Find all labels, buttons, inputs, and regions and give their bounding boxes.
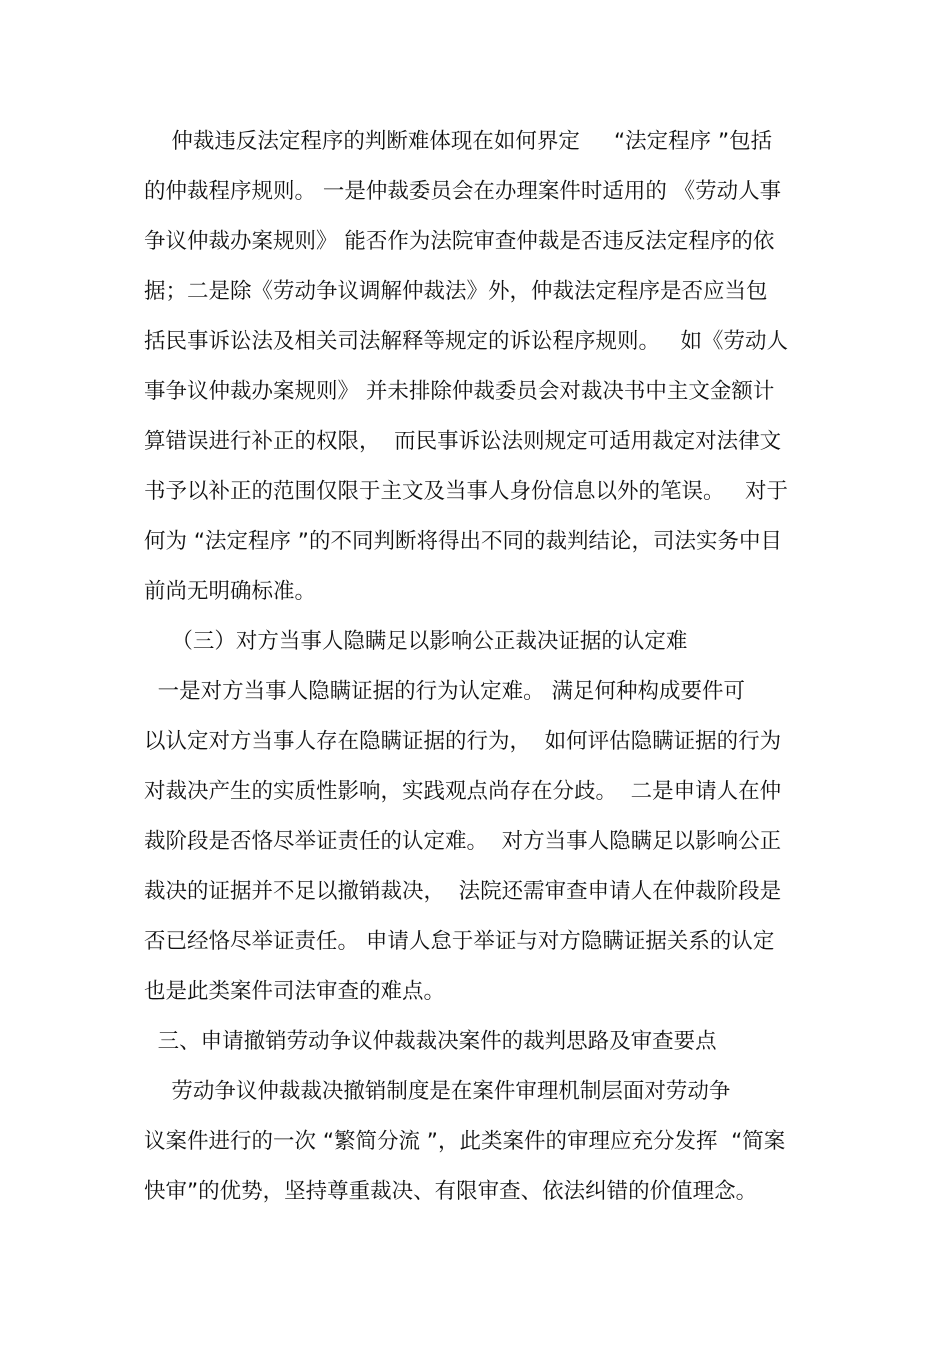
section-heading: （三）对方当事人隐瞒足以影响公正裁决证据的认定难 [144, 629, 688, 654]
text-line: 书予以补正的范围仅限于主文及当事人身份信息以外的笔误。 对于 [144, 479, 789, 504]
text-line: 以认定对方当事人存在隐瞒证据的行为， 如何评估隐瞒证据的行为 [144, 729, 782, 754]
text-line: 仲裁违反法定程序的判断难体现在如何界定 “法定程序 ”包括 [144, 129, 773, 154]
text-line: 对裁决产生的实质性影响，实践观点尚存在分歧。 二是申请人在仲 [144, 779, 782, 804]
text-line: 否已经恪尽举证责任。 申请人怠于举证与对方隐瞒证据关系的认定 [144, 929, 775, 954]
text-line: 事争议仲裁办案规则》 并未排除仲裁委员会对裁决书中主文金额计 [144, 379, 775, 404]
text-line: 快审”的优势，坚持尊重裁决、有限审查、依法纠错的价值理念。 [144, 1179, 758, 1204]
text-line: 算错误进行补正的权限， 而民事诉讼法则规定可适用裁定对法律文 [144, 429, 782, 454]
text-line: 争议仲裁办案规则》 能否作为法院审查仲裁是否违反法定程序的依 [144, 229, 775, 254]
text-line: 何为 “法定程序 ”的不同判断将得出不同的裁判结论，司法实务中目 [144, 529, 782, 554]
text-line: 的仲裁程序规则。 一是仲裁委员会在办理案件时适用的 《劳动人事 [144, 179, 782, 204]
text-line: 括民事诉讼法及相关司法解释等规定的诉讼程序规则。 如《劳动人 [144, 329, 789, 354]
text-line: 据；二是除《劳动争议调解仲裁法》外，仲裁法定程序是否应当包 [144, 279, 768, 304]
section-heading: 三、申请撤销劳动争议仲裁裁决案件的裁判思路及审查要点 [144, 1029, 717, 1054]
text-line: 劳动争议仲裁裁决撤销制度是在案件审理机制层面对劳动争 [144, 1079, 731, 1104]
text-line: 议案件进行的一次 “繁简分流 ”，此类案件的审理应充分发挥 “简案 [144, 1129, 786, 1154]
text-line: 前尚无明确标准。 [144, 579, 317, 604]
text-line: 也是此类案件司法审查的难点。 [144, 979, 446, 1004]
text-line: 一是对方当事人隐瞒证据的行为认定难。 满足何种构成要件可 [144, 679, 746, 704]
text-line: 裁阶段是否恪尽举证责任的认定难。 对方当事人隐瞒足以影响公正 [144, 829, 782, 854]
text-line: 裁决的证据并不足以撤销裁决， 法院还需审查申请人在仲裁阶段是 [144, 879, 782, 904]
